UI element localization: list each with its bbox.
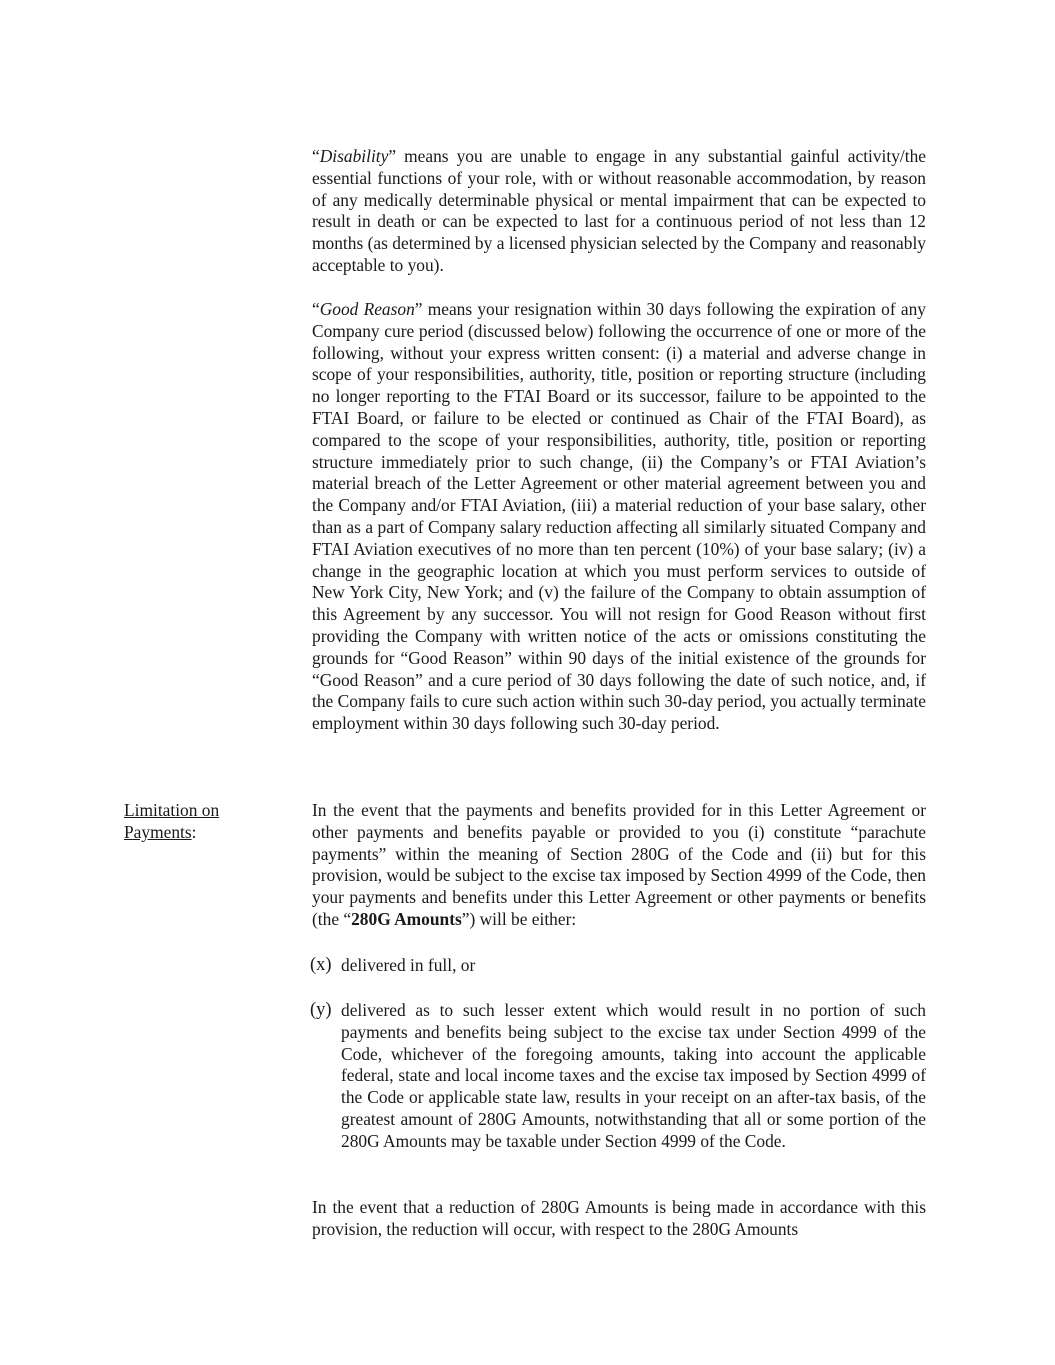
list-item-text: delivered in full, or: [341, 955, 476, 975]
section-label-colon: :: [191, 821, 197, 842]
list-item-x: [312, 955, 926, 977]
good-reason-definition: [312, 299, 926, 735]
disability-text: ” means you are unable to engage in any substantial gainful activity/the essential functions of your role, with or without reasonable accommodation, by reason of any medically determinable physical or mental impairment that can be expected to result in death or can be expected to last for a continuous period of not less than 12 months (as determined by a licensed physician selected by the Company and reasonably acceptable to you).: [312, 146, 926, 275]
open-quote: “: [312, 146, 320, 166]
list-item-text: delivered as to such lesser extent which would result in no portion of such payments and benefits being subject to the excise tax under Section 4999 of the Code, whichever of the foregoing amounts, taking into account the applicable federal, state and local income taxes and the excise tax imposed by Section 4999 of the Code or applicable state law, results in your receipt on an after-tax basis, of the greatest amount of 280G Amounts, notwithstanding that all or some portion of the 280G Amounts may be taxable under Section 4999 of the Code.: [341, 1000, 926, 1151]
limitation-paragraph: [312, 800, 926, 931]
open-quote: “: [312, 299, 320, 319]
defined-term-280g: 280G Amounts: [351, 908, 462, 929]
reduction-paragraph: [312, 1197, 926, 1241]
disability-definition: [312, 146, 926, 277]
limitation-text-before: In the event that the payments and benefits provided for in this Letter Agreement or other payments and benefits payable or provided to you (i) constitute “parachute payments” within the meaning of Section 280G of the Code and (ii) but for this provision, would be subject to the excise tax imposed by Section 4999 of the Code, then your payments and benefits under this Letter Agreement or other payments or benefits (the “: [312, 800, 926, 929]
defined-term-good-reason: Good Reason: [319, 299, 415, 319]
list-marker: (y): [310, 1000, 332, 1020]
good-reason-text: ” means your resignation within 30 days following the expiration of any Company cure period (discussed below) following the occurrence of one or more of the following, without your express written consent: (i) a material and adverse change in scope of your responsibilities, authority, title, position or reporting structure (including no longer reporting to the FTAI Board or its successor, failure to be appointed to the FTAI Board, or failure to be elected or continued as Chair of the FTAI Board), as compared to the scope of your responsibilities, authority, title, position or reporting structure immediately prior to such change, (ii) the Company’s or FTAI Aviation’s material breach of the Letter Agreement or other material agreement between you and the Company and/or FTAI Aviation, (iii) a material reduction of your base salary, other than as a part of Company salary reduction affecting all similarly situated Company and FTAI Aviation executives of no more than ten percent (10%) of your base salary; (iv) a change in the geographic location at which you must perform services to outside of New York City, New York; and (v) the failure of the Company to obtain assumption of this Agreement by any successor. You will not resign for Good Reason without first providing the Company with written notice of the acts or omissions constituting the grounds for “Good Reason” within 90 days of the initial existence of the grounds for “Good Reason” and a cure period of 30 days following the date of such notice, and, if the Company fails to cure such action within such 30-day period, you actually terminate employment within 30 days following such 30-day period.: [312, 299, 926, 734]
defined-term-disability: Disability: [319, 146, 389, 166]
limitation-text-after: ”) will be either:: [461, 908, 577, 929]
reduction-text: In the event that a reduction of 280G Amounts is being made in accordance with this provision, the reduction will occur, with respect to the 280G Amounts: [312, 1197, 926, 1239]
list-item-y: [312, 1000, 926, 1153]
list-marker: (x): [310, 955, 332, 975]
section-label-line1: Limitation on: [124, 800, 220, 820]
section-label-line2: Payments: [124, 821, 192, 842]
section-label-limitation: [124, 800, 284, 844]
